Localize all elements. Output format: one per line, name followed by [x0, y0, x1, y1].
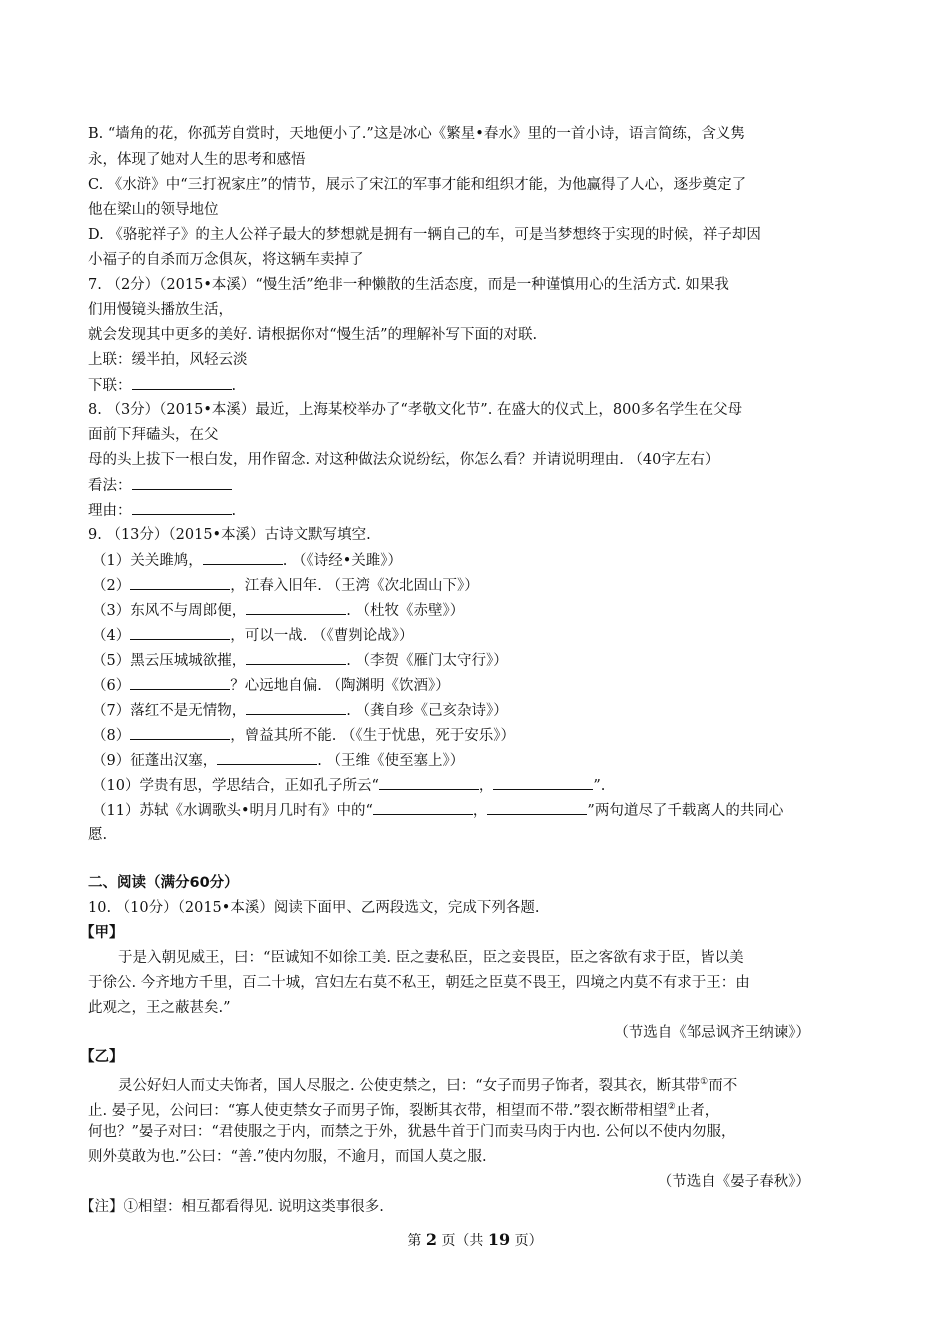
item-source: ，曾益其所不能. （《生于忧患，死于安乐》） [230, 728, 515, 744]
question-9-item-8 [92, 725, 515, 746]
question-9-item-11 [92, 800, 783, 821]
footer-text: 页） [514, 1233, 543, 1249]
item-text: （3）东风不与周郎便， [92, 603, 247, 619]
passage-jia-line1: 于是入朝见威王，曰：“臣诚知不如徐工美. 臣之妻私臣，臣之妾畏臣，臣之客欲有求于臣，皆以美 [118, 950, 744, 966]
question-8-line2: 面前下拜磕头，在父 [88, 427, 219, 443]
question-9-item-10 [92, 775, 605, 796]
question-9-item-5 [92, 650, 508, 671]
item-source: ，可以一战. （《曹刿论战》） [230, 628, 414, 644]
passage-jia-line2: 于徐公. 今齐地方千里，百二十城，宫妇左右莫不私王，朝廷之臣莫不畏王，四境之内莫不有求于王：由 [88, 975, 750, 991]
question-9-item-2 [92, 575, 479, 596]
text: 而不 [708, 1077, 738, 1094]
total-pages: 19 [487, 1230, 511, 1249]
answer-blank[interactable] [203, 550, 283, 565]
text: 灵公好妇人而丈夫饰者，国人尽服之. 公使吏禁之，曰：“女子而男子饰者，裂其衣，断其带 [118, 1077, 701, 1094]
option-d-line1: D. 《骆驼祥子》的主人公祥子最大的梦想就是拥有一辆自己的车，可是当梦想终于实现的时候，祥子却因 [88, 227, 761, 243]
option-d-line2: 小福子的自杀而万念俱灰，将这辆车卖掉了 [88, 252, 364, 268]
section-2-heading: 二、阅读（满分60分） [88, 875, 239, 891]
question-8-reason: 理由： . [88, 500, 236, 521]
question-8-opinion [88, 475, 232, 496]
answer-blank[interactable] [246, 600, 346, 615]
footer-text: 第 [407, 1233, 422, 1249]
text: 止. 晏子见，公问曰：“寡人使吏禁女子而男子饰，裂断其衣带，相望而不带.”裂衣断带相望 [88, 1102, 668, 1119]
item-text: （7）落红不是无情物， [92, 703, 247, 719]
answer-blank[interactable] [379, 775, 479, 790]
question-9-title: 9. （13分）（2015•本溪）古诗文默写填空. [88, 527, 371, 543]
item-separator: ， [472, 803, 488, 819]
item-source: . （杜牧《赤壁》） [346, 603, 465, 619]
lower-couplet-label: 下联： [88, 378, 132, 394]
item-source: . （王维《使至塞上》） [317, 753, 465, 769]
item-source: ？心远地自偏. （陶渊明《饮酒》） [230, 678, 450, 694]
answer-blank[interactable] [130, 725, 230, 740]
answer-blank[interactable] [373, 800, 473, 815]
answer-blank[interactable] [132, 475, 232, 490]
passage-yi-source: （节选自《晏子春秋》） [657, 1174, 810, 1190]
passage-jia-label: 【甲】 [80, 925, 124, 941]
passage-yi-line2 [88, 1097, 719, 1121]
item-source: ，江春入旧年. （王湾《次北固山下》） [230, 578, 479, 594]
passage-yi-line1 [118, 1072, 737, 1096]
answer-blank[interactable] [130, 625, 230, 640]
footnote-mark: ① [700, 1077, 709, 1087]
question-9-item-4 [92, 625, 413, 646]
question-10-title: 10. （10分）（2015•本溪）阅读下面甲、乙两段选文，完成下列各题. [88, 900, 540, 916]
question-9-item-9 [92, 750, 464, 771]
answer-blank[interactable] [493, 775, 593, 790]
question-8-line3: 母的头上拔下一根白发，用作留念. 对这种做法众说纷纭，你怎么看？并请说明理由. （40字左右） [88, 452, 720, 468]
question-9-item-1 [92, 550, 402, 571]
answer-blank[interactable] [132, 500, 232, 515]
passage-jia-line3: 此观之，王之蔽甚矣.” [88, 1000, 231, 1016]
option-c-line2: 他在梁山的领导地位 [88, 202, 219, 218]
answer-blank[interactable] [130, 575, 230, 590]
question-7-line1: 7. （2分）（2015•本溪）“慢生活”绝非一种懒散的生活态度，而是一种谨慎用心的生活方式. 如果我 [88, 277, 729, 293]
question-9-item-7 [92, 700, 508, 721]
answer-blank[interactable] [246, 650, 346, 665]
question-7-line2: 们用慢镜头播放生活， [88, 302, 233, 318]
item-text: （1）关关雎鸠， [92, 553, 203, 569]
item-source: . （《诗经•关雎》） [282, 553, 403, 569]
item-text: （5）黑云压城城欲摧， [92, 653, 247, 669]
footer-text: 页（共 [441, 1233, 484, 1249]
option-c-line1: C. 《水浒》中“三打祝家庄”的情节，展示了宋江的军事才能和组织才能，为他赢得了人心，逐步奠定了 [88, 177, 747, 193]
question-9-item-11-cont: 愿. [88, 827, 108, 843]
reason-label: 理由： [88, 503, 132, 519]
question-7-lower-couplet: 下联： . [88, 375, 236, 396]
opinion-label: 看法： [88, 478, 132, 494]
item-text: （8） [92, 728, 131, 744]
answer-blank[interactable] [217, 750, 317, 765]
passage-yi-line4: 则外莫敢为也.”公曰：“善.”使内勿服，不逾月，而国人莫之服. [88, 1149, 487, 1165]
item-end: ”两句道尽了千载离人的共同心 [587, 803, 784, 819]
item-text: （4） [92, 628, 131, 644]
answer-blank[interactable] [130, 675, 230, 690]
passage-note: 【注】①相望：相互都看得见. 说明这类事很多. [80, 1199, 384, 1215]
question-8-line1: 8. （3分）（2015•本溪）最近，上海某校举办了“孝敬文化节”. 在盛大的仪式上，800多名学生在父母 [88, 402, 743, 418]
item-text: （6） [92, 678, 131, 694]
passage-yi-label: 【乙】 [80, 1049, 124, 1065]
question-7-upper-couplet: 上联：缓半拍，风轻云淡 [88, 352, 248, 368]
item-text: （10）学贵有思，学思结合，正如孔子所云“ [92, 778, 379, 794]
page-footer [0, 1230, 950, 1250]
item-separator: ， [478, 778, 494, 794]
option-b-line1: B. “墙角的花，你孤芳自赏时，天地便小了.”这是冰心《繁星•春水》里的一首小诗，语言简练，含义隽 [88, 126, 745, 142]
item-text: （9）征蓬出汉塞， [92, 753, 218, 769]
item-end: ”. [593, 778, 606, 794]
passage-jia-source: （节选自《邹忌讽齐王纳谏》） [614, 1025, 810, 1041]
passage-yi-line3: 何也？”晏子对曰：“君使服之于内，而禁之于外，犹悬牛首于门而卖马肉于内也. 公何以不使内勿服， [88, 1124, 736, 1140]
item-text: （11）苏轼《水调歌头•明月几时有》中的“ [92, 803, 373, 819]
answer-blank[interactable] [132, 375, 232, 390]
footnote-mark: ② [667, 1102, 676, 1112]
question-9-item-3 [92, 600, 464, 621]
item-source: . （龚自珍《己亥杂诗》） [346, 703, 508, 719]
question-9-item-6 [92, 675, 450, 696]
option-b-line2: 永，体现了她对人生的思考和感悟 [88, 152, 306, 168]
item-text: （2） [92, 578, 131, 594]
page-number: 2 [425, 1230, 437, 1249]
answer-blank[interactable] [246, 700, 346, 715]
item-source: . （李贺《雁门太守行》） [346, 653, 508, 669]
answer-blank[interactable] [487, 800, 587, 815]
text: 止者， [675, 1102, 720, 1119]
question-7-line3: 就会发现其中更多的美好. 请根据你对“慢生活”的理解补写下面的对联. [88, 327, 538, 343]
